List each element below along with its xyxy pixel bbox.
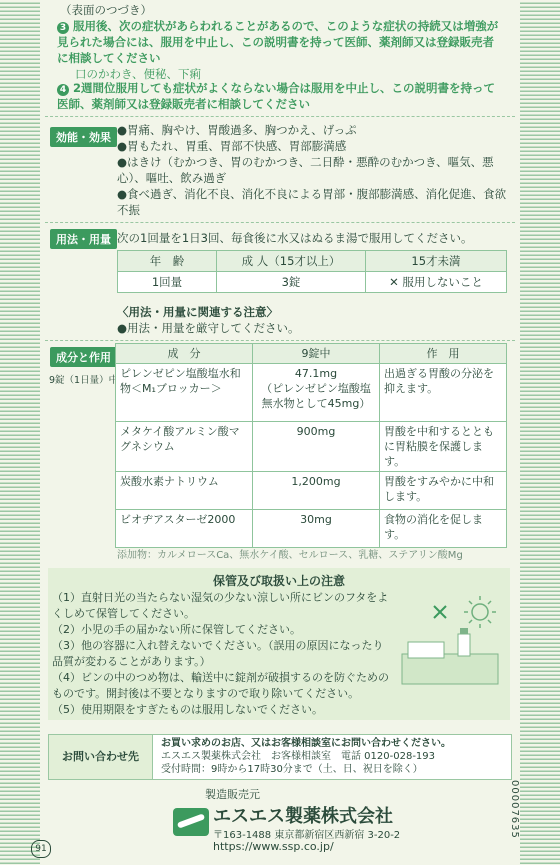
ingredients-label: 成分と作用 [50,347,117,367]
dosage-label: 用法・用量 [50,229,117,249]
cell-dose-child: ✕ 服用しないこと [366,272,507,293]
ssp-logo [173,808,209,836]
contact-line-3: 受付時間：9時から17時30分まで（土、日、祝日を除く） [161,764,423,775]
barcode-strip-right [520,0,560,865]
header-age: 年 齢 [118,251,217,272]
warning-3-text: 服用後、次の症状があらわれることがあるので、このような症状の持続又は増強が見られた場合には、服用を中止し、この説明書を持って医師、薬剤師又は登録販売者に相談してください [57,19,499,65]
divider [45,222,515,223]
contact-line-1: お買い求めのお店、又はお客様相談室にお問い合わせください。 [161,738,451,749]
ingredient-effect: 食物の消化を促します。 [380,510,507,548]
contact-box [48,734,512,780]
storage-item: （2）小児の手の届かない所に保管してください。 [52,623,301,636]
maker-url[interactable]: https://www.ssp.co.jp/ [213,840,334,853]
dosage-table-row [118,272,507,293]
ingredient-row [116,364,507,422]
number-badge-3: 3 [57,22,69,34]
ingredient-name: ビオヂアスターゼ2000 [116,510,253,548]
ingredient-amount: 900mg [253,422,380,472]
warning-3-symptoms: 口のかわき、便秘、下痢 [75,67,202,81]
header-adult: 成 人（15才以上） [217,251,366,272]
ingredients-table [115,343,507,548]
cross-mark-icon [434,606,446,618]
efficacy-label: 効能・効果 [50,127,117,147]
sun-icon [464,596,496,628]
storage-item: （4）ビンの中のつめ物は、輸送中に錠剤が破損するのを防ぐためのものです。開封後は不要となりますので取り除いてください。 [52,671,389,700]
efficacy-item: ●食べ過ぎ、消化不良、消化不良による胃部・腹部膨満感、消化促進、食欲不振 [117,187,507,217]
contact-label: お問い合わせ先 [49,735,153,779]
storage-list [52,590,392,718]
bottle-cap-icon [460,628,468,634]
dosage-note-title: 〈用法・用量に関連する注意〉 [117,305,278,319]
ingredient-name: ピレンゼピン塩酸塩水和物＜M₁ブロッカー＞ [116,364,253,422]
efficacy-list [117,122,512,218]
barcode-strip-left [0,0,40,865]
cell-dose-label: 1回量 [118,272,217,293]
header-effect: 作 用 [380,344,507,364]
efficacy-item: ●胃もたれ、胃重、胃部不快感、胃部膨満感 [117,139,347,153]
ingredients-daily-amount: 9錠（1日量）中 [49,375,119,386]
ingredients-table-header [116,344,507,364]
storage-illustration [398,594,503,689]
dosage-text: 次の1回量を1日3回、毎食後に水又はぬるま湯で服用してください。 [117,231,473,245]
warning-3 [57,18,502,66]
storage-title: 保管及び取扱い上の注意 [212,574,345,588]
divider [45,340,515,341]
maker-name: エスエス製薬株式会社 [213,806,393,827]
ingredient-effect: 出過ぎる胃酸の分泌を抑えます。 [380,364,507,422]
storage-item: （1）直射日光の当たらない湿気の少ない涼しい所にビンのフタをよくしめて保管してください。 [52,591,389,620]
maker-address: 〒163-1488 東京都新宿区西新宿 3-20-2 [213,830,401,841]
header-amount: 9錠中 [253,344,380,364]
bottle-icon [458,634,470,656]
divider [45,116,515,117]
dosage-note: ●用法・用量を厳守してください。 [117,321,300,335]
product-code: 00007635 [509,780,520,839]
page-number: 91 [31,840,51,858]
ingredient-row [116,510,507,548]
dosage-table-header [118,251,507,272]
additives: 添加物：カルメロースCa、無水ケイ酸、セルロース、乳糖、ステアリン酸Mg [117,550,463,561]
storage-box [48,568,510,720]
ingredient-effect: 胃酸を中和するとともに胃粘膜を保護します。 [380,422,507,472]
ingredient-row [116,472,507,510]
ingredient-name: 炭酸水素ナトリウム [116,472,253,510]
ingredient-effect: 胃酸をすみやかに中和します。 [380,472,507,510]
contact-line-2: エスエス製薬株式会社 お客様相談室 電話 0120-028-193 [161,751,436,762]
ingredient-amount: 47.1mg （ピレンゼピン塩酸塩無水物として45mg） [253,364,380,422]
header-ingredient: 成 分 [116,344,253,364]
cell-dose-adult: 3錠 [217,272,366,293]
ingredient-amount: 1,200mg [253,472,380,510]
efficacy-item: ●胃痛、胸やけ、胃酸過多、胸つかえ、げっぷ [117,123,357,137]
ingredient-row [116,422,507,472]
storage-item: （5）使用期限をすぎたものは服用しないでください。 [52,703,323,716]
warning-4 [57,80,502,112]
continuation-label: （表面のつづき） [60,3,152,17]
header-under-15: 15才未満 [366,251,507,272]
maker-caption: 製造販売元 [205,788,260,801]
box-icon [408,642,444,658]
dosage-table [117,250,507,293]
storage-item: （3）他の容器に入れ替えないでください。（誤用の原因になったり品質が変わることがあります。） [52,639,384,668]
ingredient-name: メタケイ酸アルミン酸マグネシウム [116,422,253,472]
warning-4-text: 2週間位服用しても症状がよくならない場合は服用を中止し、この説明書を持って医師、薬剤師又は登録販売者に相談してください [57,81,496,111]
efficacy-item: ●はきけ（むかつき、胃のむかつき、二日酔・悪酔のむかつき、嘔気、悪心）、嘔吐、飲み過ぎ [117,155,494,185]
ingredient-amount: 30mg [253,510,380,548]
number-badge-4: 4 [57,84,69,96]
contact-info [161,737,451,776]
